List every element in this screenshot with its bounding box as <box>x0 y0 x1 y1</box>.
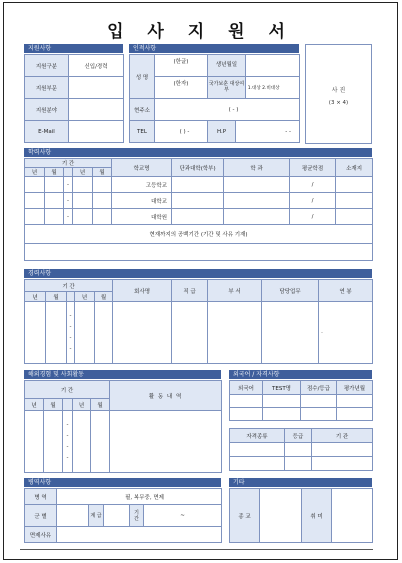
career-col-duty: 담당업무 <box>262 280 319 302</box>
edu-start-month[interactable] <box>45 193 64 209</box>
edu-col-college: 단과대학(학부) <box>172 159 224 177</box>
edu-school-high: 고등학교 <box>112 177 172 193</box>
edu-major-field[interactable] <box>224 177 290 193</box>
table-row <box>25 302 373 364</box>
edu-major-field[interactable] <box>224 209 290 225</box>
cert-col-issuer: 기 관 <box>312 429 373 443</box>
photo-label: 사 진 <box>331 87 346 94</box>
edu-month-label: 월 <box>45 168 64 177</box>
education-table <box>24 158 373 261</box>
lang-col-language: 외국어 <box>230 381 263 395</box>
military-rank-label: 계 급 <box>89 505 104 527</box>
overseas-header: 해외경험 및 사회활동 <box>24 370 221 379</box>
edu-end-month[interactable] <box>93 209 112 225</box>
overseas-activity-field[interactable] <box>110 411 222 473</box>
photo-size: (3 × 4) <box>328 100 349 106</box>
edu-dash: - <box>64 177 73 193</box>
career-header: 경력사항 <box>24 269 372 278</box>
cert-col-grade: 등급 <box>285 429 312 443</box>
edu-location-field[interactable] <box>336 193 373 209</box>
career-start-month[interactable] <box>46 302 67 364</box>
address-label: 현주소 <box>130 99 155 121</box>
edu-col-gpa: 평균학점 <box>290 159 336 177</box>
edu-dash: - <box>64 209 73 225</box>
career-col-dept: 부 서 <box>208 280 262 302</box>
overseas-month-label: 월 <box>91 399 110 411</box>
lang-cell[interactable] <box>263 408 301 421</box>
hobby-field[interactable] <box>332 489 373 543</box>
hobby-label: 취 미 <box>302 489 332 543</box>
military-period-field[interactable]: ~ <box>144 505 222 527</box>
edu-start-month[interactable] <box>45 209 64 225</box>
edu-school-grad: 대학원 <box>112 209 172 225</box>
edu-col-school: 학교명 <box>112 159 172 177</box>
military-branch-label: 군 별 <box>25 505 57 527</box>
table-row <box>230 408 373 421</box>
cert-cell[interactable] <box>312 457 373 471</box>
apply-division-label: 지원부문 <box>25 77 69 99</box>
overseas-table <box>24 380 222 473</box>
edu-col-location: 소재지 <box>336 159 373 177</box>
religion-label: 종 교 <box>230 489 260 543</box>
edu-end-year[interactable] <box>73 209 93 225</box>
education-header: 학력사항 <box>24 148 372 157</box>
career-dept-field[interactable] <box>208 302 262 364</box>
merit-label: 국가보훈 대상여부 <box>208 77 246 98</box>
edu-end-year[interactable] <box>73 193 93 209</box>
overseas-dash: - <box>66 443 69 450</box>
career-table <box>24 279 373 364</box>
military-table <box>24 488 222 543</box>
edu-location-field[interactable] <box>336 177 373 193</box>
personal-header: 인적사항 <box>129 44 299 53</box>
military-branch-field[interactable] <box>57 505 89 527</box>
edu-gap-field[interactable] <box>25 244 373 261</box>
birth-label: 생년월일 <box>208 55 246 76</box>
edu-period-header: 기 간 <box>25 159 112 168</box>
apply-header: 지원사항 <box>24 44 123 53</box>
edu-gpa-field[interactable]: / <box>290 193 336 209</box>
military-period-label: 기 간 <box>130 505 144 527</box>
cert-cell[interactable] <box>285 443 312 457</box>
table-row <box>25 193 373 209</box>
lang-col-test: TEST명 <box>263 381 301 395</box>
lang-cell[interactable] <box>337 408 373 421</box>
lang-col-score: 점수/등급 <box>301 381 337 395</box>
lang-cell[interactable] <box>301 408 337 421</box>
military-header: 병역사항 <box>24 478 221 487</box>
edu-end-year[interactable] <box>73 177 93 193</box>
table-row <box>25 209 373 225</box>
lang-cell[interactable] <box>263 395 301 408</box>
cert-table <box>229 428 373 471</box>
career-end-month[interactable] <box>95 302 113 364</box>
name-label: 성 명 <box>130 55 155 99</box>
email-field[interactable] <box>69 121 124 143</box>
apply-type-label: 지원구분 <box>25 55 69 77</box>
overseas-end-month[interactable] <box>91 411 110 473</box>
table-row <box>230 457 373 471</box>
lang-cell[interactable] <box>230 395 263 408</box>
lang-col-date: 평가년월 <box>337 381 373 395</box>
career-duty-field[interactable] <box>262 302 319 364</box>
career-salary-field[interactable]: · <box>319 302 373 364</box>
career-spacer <box>67 292 75 302</box>
edu-col-major: 학 과 <box>224 159 290 177</box>
apply-type-field[interactable]: 신입/경력 <box>69 55 124 77</box>
career-period-header: 기 간 <box>25 280 113 292</box>
career-start-year[interactable] <box>25 302 46 364</box>
career-year-label: 년 <box>75 292 95 302</box>
etc-table <box>229 488 373 543</box>
table-row <box>25 411 222 473</box>
overseas-dash: - <box>66 454 69 461</box>
lang-cell[interactable] <box>230 408 263 421</box>
career-dash: - <box>69 345 72 352</box>
overseas-col-activity: 활 동 내 역 <box>110 381 222 411</box>
overseas-year-label: 년 <box>73 399 91 411</box>
hp-field[interactable]: - - <box>236 121 300 143</box>
military-rank-field[interactable] <box>104 505 130 527</box>
language-header: 외국어 / 자격사항 <box>229 370 372 379</box>
name-hanja-field[interactable]: (한자) <box>155 77 208 99</box>
edu-end-month[interactable] <box>93 193 112 209</box>
career-dash: - <box>69 323 72 330</box>
overseas-month-label: 월 <box>44 399 63 411</box>
edu-college-field[interactable] <box>172 209 224 225</box>
language-table <box>229 380 373 421</box>
edu-school-univ: 대학교 <box>112 193 172 209</box>
edu-major-field[interactable] <box>224 193 290 209</box>
career-end-year[interactable] <box>75 302 95 364</box>
overseas-spacer <box>63 399 73 411</box>
cert-col-type: 자격종류 <box>230 429 285 443</box>
overseas-year-label: 년 <box>25 399 44 411</box>
military-exempt-field[interactable] <box>57 527 222 543</box>
military-exempt-label: 면제사유 <box>25 527 57 543</box>
edu-gpa-field[interactable]: / <box>290 177 336 193</box>
table-row <box>25 177 373 193</box>
page-title: 입 사 지 원 서 <box>107 22 294 42</box>
military-type-field[interactable]: 필, 복무중, 면제 <box>57 489 222 505</box>
cert-cell[interactable] <box>312 443 373 457</box>
edu-start-year[interactable] <box>25 177 45 193</box>
personal-table <box>129 54 300 143</box>
overseas-dash: - <box>66 421 69 428</box>
lang-cell[interactable] <box>337 395 373 408</box>
address-field[interactable]: ( - ) <box>155 99 300 121</box>
edu-month-label: 월 <box>93 168 112 177</box>
cert-cell[interactable] <box>230 443 285 457</box>
tel-label: TEL <box>130 121 155 143</box>
edu-college-field[interactable] <box>172 193 224 209</box>
edu-spacer <box>64 168 73 177</box>
edu-end-month[interactable] <box>93 177 112 193</box>
edu-start-year[interactable] <box>25 209 45 225</box>
tel-field[interactable]: ( ) - <box>155 121 208 143</box>
religion-field[interactable] <box>260 489 302 543</box>
career-col-company: 회사명 <box>113 280 172 302</box>
apply-division-field[interactable] <box>69 77 124 99</box>
edu-college-field[interactable] <box>172 177 224 193</box>
career-month-label: 월 <box>46 292 67 302</box>
career-year-label: 년 <box>25 292 46 302</box>
overseas-end-year[interactable] <box>73 411 91 473</box>
hp-label: H.P <box>208 121 236 143</box>
edu-start-month[interactable] <box>45 177 64 193</box>
career-company-field[interactable] <box>113 302 172 364</box>
edu-year-label: 년 <box>73 168 93 177</box>
apply-field-label: 지원분야 <box>25 99 69 121</box>
overseas-dashes <box>63 411 73 473</box>
military-type-label: 병 역 <box>25 489 57 505</box>
application-form <box>3 2 398 560</box>
name-kor-field[interactable]: (한글) <box>155 55 208 77</box>
cert-cell[interactable] <box>230 457 285 471</box>
career-col-salary: 연 봉 <box>319 280 373 302</box>
apply-field-field[interactable] <box>69 99 124 121</box>
merit-field[interactable]: 1.대상 2.비대상 <box>247 85 280 91</box>
edu-location-field[interactable] <box>336 209 373 225</box>
lang-cell[interactable] <box>301 395 337 408</box>
career-col-rank: 직 급 <box>172 280 208 302</box>
career-month-label: 월 <box>95 292 113 302</box>
apply-table <box>24 54 124 143</box>
email-label: E-Mail <box>25 121 69 143</box>
etc-header: 기타 <box>229 478 372 487</box>
edu-gap-note[interactable]: 현재까지의 공백기간 (기간 및 사유 기재) <box>25 225 373 244</box>
overseas-start-month[interactable] <box>44 411 63 473</box>
edu-start-year[interactable] <box>25 193 45 209</box>
cert-cell[interactable] <box>285 457 312 471</box>
bottom-divider <box>20 549 373 550</box>
overseas-dash: - <box>66 432 69 439</box>
overseas-start-year[interactable] <box>25 411 44 473</box>
edu-year-label: 년 <box>25 168 45 177</box>
edu-dash: - <box>64 193 73 209</box>
career-dash: - <box>69 312 72 319</box>
edu-gpa-field[interactable]: / <box>290 209 336 225</box>
photo-box[interactable] <box>305 44 372 144</box>
career-dashes <box>67 302 75 364</box>
career-dash: - <box>69 334 72 341</box>
table-row <box>230 395 373 408</box>
overseas-period-header: 기 간 <box>25 381 110 399</box>
table-row <box>230 443 373 457</box>
career-rank-field[interactable] <box>172 302 208 364</box>
